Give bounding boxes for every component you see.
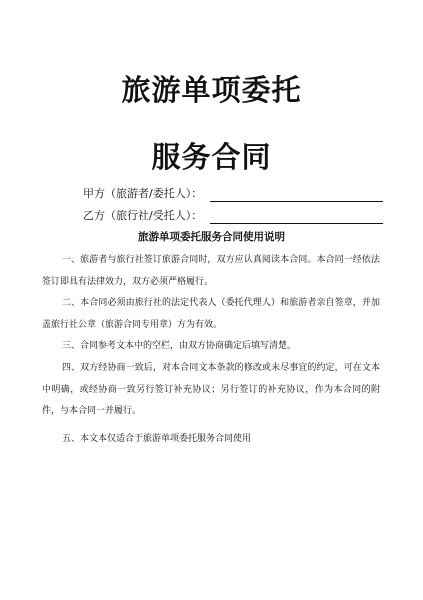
instruction-paragraph-4: 四、双方经协商一致后，对本合同文本条款的修改或未尽事宜的约定，可在文本中明确，或经协商一致另行签订补充协议；另行签订的补充协议，作为本合同的附件，与本合同一并履行。: [42, 363, 380, 416]
party-b-row: [83, 208, 383, 224]
party-a-blank-line[interactable]: [210, 189, 383, 202]
party-b-label: 乙方（旅行社/受托人）：: [83, 209, 203, 222]
instruction-paragraph-5: 五、本文本仅适合于旅游单项委托服务合同使用: [62, 434, 252, 444]
instruction-paragraph-1: 一、旅游者与旅行社签订旅游合同时，双方应认真阅读本合同。本合同一经依法签订即具有法律效力，双方必须严格履行。: [42, 255, 380, 287]
document-title-line-2: 服务合同: [151, 140, 272, 174]
party-a-row: [83, 186, 383, 202]
party-a-label: 甲方（旅游者/委托人）：: [83, 187, 203, 200]
instructions-title: 旅游单项委托服务合同使用说明: [138, 231, 285, 243]
instruction-paragraph-2: 二、本合同必须由旅行社的法定代表人（委托代理人）和旅游者亲自签章，并加盖旅行社公章（旅游合同专用章）方为有效。: [42, 298, 380, 330]
party-b-blank-line[interactable]: [210, 211, 383, 224]
document-title-line-1: 旅游单项委托: [121, 73, 302, 107]
instruction-paragraph-3: 三、合同参考文本中的空栏，由双方协商确定后填写清楚。: [62, 341, 297, 351]
